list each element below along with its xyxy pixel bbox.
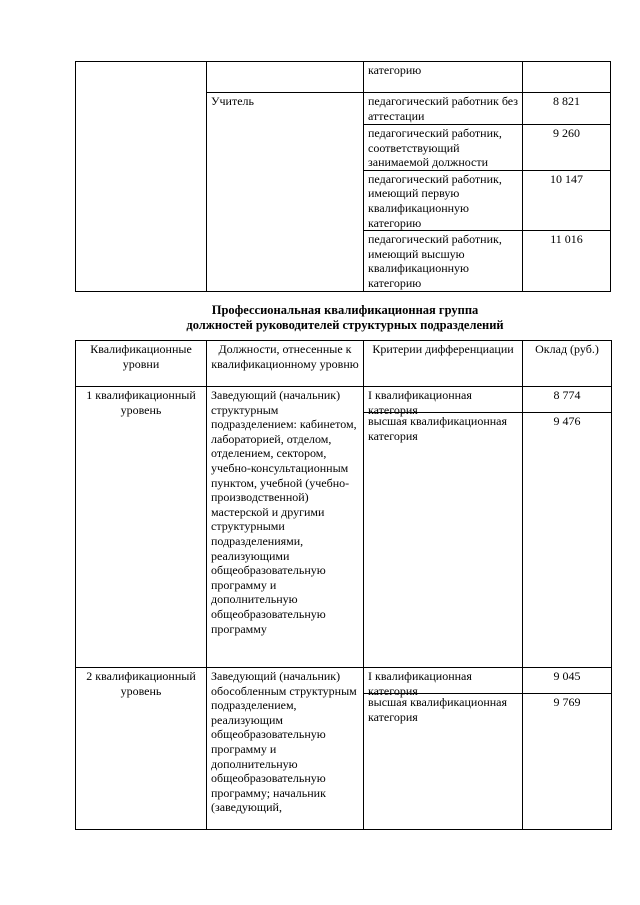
criteria-cell: [364, 387, 523, 668]
criterion-cell: категорию: [364, 62, 523, 93]
header-level: Квалификационные уровни: [76, 341, 207, 387]
salary-table-continued: [75, 61, 611, 292]
salary-cell: 10 147: [523, 170, 611, 230]
criterion-highest-category: высшая квалификационная категория: [364, 693, 522, 724]
salary-cell: [523, 668, 612, 830]
criterion-cell: педагогический работник без аттестации: [364, 93, 523, 125]
header-criteria: Критерии дифференциации: [364, 341, 523, 387]
criterion-cell: педагогический работник, соответствующий занимаемой должности: [364, 125, 523, 171]
positions-cell: Заведующий (начальник) обособленным структурным подразделением, реализующим общеобразовательную программу и дополнительную общеобразовательную программу; начальник (заведующий,: [207, 668, 364, 830]
table-row: [76, 62, 611, 93]
salary-cell: 9 260: [523, 125, 611, 171]
position-cell: Учитель: [207, 93, 364, 292]
salary-highest-category: 9 476: [523, 412, 611, 429]
group-cell: [76, 62, 207, 292]
criterion-first-category: I квалификационная категория: [368, 669, 472, 698]
salary-first-category: 9 045: [553, 669, 581, 683]
level-cell: 2 квалификационный уровень: [76, 668, 207, 830]
header-positions: Должности, отнесенные к квалификационному уровню: [207, 341, 364, 387]
salary-cell: [523, 62, 611, 93]
header-salary: Оклад (руб.): [523, 341, 612, 387]
section-title-line1: Профессиональная квалификационная группа: [211, 303, 479, 317]
salary-cell: 11 016: [523, 231, 611, 291]
positions-cell: Заведующий (начальник) структурным подразделением: кабинетом, лабораторией, отделом, отделением, сектором, учебно-консультационным пунктом, учебной (учебно-производственной) мастерской и другими структурными подразделениями, реализующими общеобразовательную программу и дополнительную общеобразовательную программу: [207, 387, 364, 668]
table-row: [76, 668, 612, 830]
table-row: [76, 387, 612, 668]
salary-cell: [523, 387, 612, 668]
table-header-row: [76, 341, 612, 387]
salary-table-managers: [75, 340, 612, 830]
salary-cell: 8 821: [523, 93, 611, 125]
section-title-line2: должностей руководителей структурных подразделений: [186, 318, 504, 332]
salary-first-category: 8 774: [553, 388, 581, 402]
criterion-first-category: I квалификационная категория: [368, 388, 472, 417]
level-cell: 1 квалификационный уровень: [76, 387, 207, 668]
criterion-highest-category: высшая квалификационная категория: [364, 412, 522, 443]
salary-highest-category: 9 769: [523, 693, 611, 710]
criterion-cell: педагогический работник, имеющий высшую квалификационную категорию: [364, 231, 523, 291]
position-cell: [207, 62, 364, 93]
criteria-cell: [364, 668, 523, 830]
criterion-cell: педагогический работник, имеющий первую квалификационную категорию: [364, 170, 523, 230]
